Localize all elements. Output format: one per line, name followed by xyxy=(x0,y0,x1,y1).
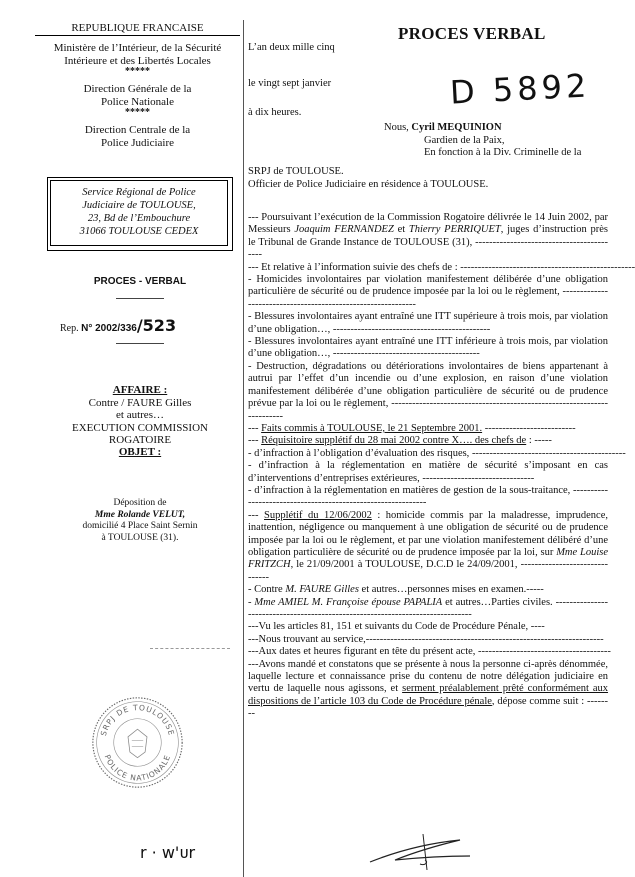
civil-party-name: Mme AMIEL M. Françoise épouse PAPALIA xyxy=(254,596,443,608)
divider-line xyxy=(116,343,164,344)
direction-centrale-line-1: Direction Centrale de la xyxy=(84,124,191,136)
service-line: Service Régional de Police xyxy=(82,187,196,198)
rep-handwritten-number: /523 xyxy=(136,316,177,335)
objet-block xyxy=(40,446,240,459)
column-divider xyxy=(243,20,244,877)
suppletif-label: Supplétif du 12/06/2002 xyxy=(264,509,372,521)
charge-item: - Blessures involontaires ayant entraîné une ITT inférieure à trois mois, par violation d’une obligation…, ------------------------------------------ xyxy=(248,336,608,360)
service-line: ---Nous trouvant au service,-------------------------------------------------------------------- xyxy=(248,633,604,645)
date-line-year: L’an deux mille cinq xyxy=(248,42,335,53)
stars-separator: ***** xyxy=(125,107,150,118)
date-line-hour: à dix heures. xyxy=(248,107,302,118)
document-title: PROCES VERBAL xyxy=(398,24,546,43)
deposition-block xyxy=(40,498,240,544)
relative-line: --- Et relative à l’information suivie des chefs de : -------------------------------------------------- xyxy=(248,261,635,273)
officer-role: En fonction à la Div. Criminelle de la xyxy=(424,147,582,158)
dates-line: ---Aux dates et heures figurant en tête du présent acte, -------------------------------------- xyxy=(248,646,611,658)
handwritten-initials: r · ᴡ'ᴜr xyxy=(140,843,196,862)
direction-centrale-line-2: Police Judiciaire xyxy=(100,136,174,149)
judge-name: Thierry PERRIQUET xyxy=(408,224,501,236)
direction-generale-line-2: Police Nationale xyxy=(100,95,174,108)
divider-line xyxy=(116,298,164,299)
nous-prefix: Nous, xyxy=(384,122,409,133)
officer-rank: Gardien de la Paix, xyxy=(424,134,505,146)
ministry-block xyxy=(35,42,240,149)
accused-name: M. FAURE Gilles xyxy=(285,584,359,596)
dashed-separator xyxy=(150,648,230,649)
officer-name: Cyril MEQUINION xyxy=(411,122,502,133)
handwritten-reference-number: D 5892 xyxy=(449,66,592,112)
officer-block xyxy=(384,122,620,160)
suppletif-paragraph: --- Supplétif du 12/06/2002 : homicide commis par la maladresse, imprudence, inattention, négligence ou manquement à une obligation de sécurité ou de prudence imposée par la loi ou le règlement, et par une violation manifestement délibéré d’une obligation particulière de sécurité ou de prudence imposée par la loi, sur Mme Louise FRITZCH, le 21/09/2001 à TOULOUSE, D.C.D le 24/09/2001, ------------------------------- xyxy=(248,509,608,583)
charge-item: - Destruction, dégradations ou détériorations involontaires de biens appartenant à autrui par l’effet d’un incendie ou d’une explosion, en raison d’une violation manifestement délibérée d’une obligation particulière de sécurité ou de prudence prévue par la loi ou le règlement, ------------------------------------------------------------------------ xyxy=(248,360,608,422)
service-address-box xyxy=(50,180,228,246)
opj-line: Officier de Police Judiciaire en résidence à TOULOUSE. xyxy=(248,178,489,190)
deposition-city: à TOULOUSE (31). xyxy=(101,532,179,543)
service-line: Judiciaire de TOULOUSE, xyxy=(82,200,196,211)
pv-label: PROCES - VERBAL xyxy=(93,276,187,287)
seal-top-text: SRPJ DE TOULOUSE xyxy=(98,703,177,737)
parties-civiles-line: - Mme AMIEL M. Françoise épouse PAPALIA et autres…Parties civiles. ------------------------------------------------------------------------------- xyxy=(248,596,609,620)
infraction-item: - d’infraction à l’obligation d’évaluation des risques, -------------------------------------------- xyxy=(248,447,626,459)
charge-item: - Blessures involontaires ayant entraîné une ITT supérieure à trois mois, par violation d’une obligation…, --------------------------------------------- xyxy=(248,311,608,335)
seal-bottom-text: POLICE NATIONALE xyxy=(102,753,173,783)
ministry-line-1: Ministère de l’Intérieur, de la Sécurité xyxy=(53,42,222,54)
document-body xyxy=(248,208,635,721)
requisitoire-text: Réquisitoire supplétif du 28 mai 2002 contre X…. des chefs de xyxy=(261,435,527,447)
deposition-address: domicilié 4 Place Saint Sernin xyxy=(82,521,198,531)
victim-name: Mme Louise FRITZCH xyxy=(248,546,608,571)
police-seal-icon xyxy=(90,695,185,790)
serment-text: serment préalablement prêté conformément aux dispositions de l’article 103 du Code de Procédure pénale xyxy=(248,683,609,707)
commission-paragraph: --- Poursuivant l’exécution de la Commission Rogatoire délivrée le 14 Juin 2002, par Messieurs Joaquim FERNANDEZ et Thierry PERRIQUET, juges d’instruction près le Tribunal de Grande Instance de TOULOUSE (31), ------------------------------------------ xyxy=(248,212,608,261)
contre-line: - Contre M. FAURE Gilles et autres…personnes mises en examen.----- xyxy=(248,584,544,596)
deposition-line: Déposition de xyxy=(113,498,167,508)
republique-header: REPUBLIQUE FRANCAISE xyxy=(35,22,240,36)
faits-text: Faits commis à TOULOUSE, le 21 Septembre 2001. xyxy=(261,422,483,434)
date-line-day: le vingt sept janvier xyxy=(248,78,332,89)
affaire-line: EXECUTION COMMISSION xyxy=(72,421,208,434)
deposition-paragraph: ---Avons mandé et constatons que se présente à nous la personne ci-après dénommée, laquelle lecture et connaissance prise du contenu de notre délégation judiciaire en vertu de laquelle nous agissons, et serment préalablement prêté conformément aux dispositions de l’article 103 du Code de Procédure pénale, dépose comme suit : -------- xyxy=(248,658,609,720)
rep-prefix: Rep. xyxy=(60,323,79,334)
affaire-line: Contre / FAURE Gilles xyxy=(88,396,192,409)
service-box-outer-border xyxy=(47,177,233,251)
rep-number: N° 2002/336 xyxy=(81,323,137,334)
deposition-name: Mme Rolande VELUT, xyxy=(94,509,186,520)
articles-line: ---Vu les articles 81, 151 et suivants du Code de Procédure Pénale, ---- xyxy=(248,621,545,633)
service-line: 23, Bd de l’Embouchure xyxy=(87,213,191,224)
infraction-item: - d’infraction à la réglementation en matière de sécurité s’imposant en cas d’interventions d’entreprises extérieures, -------------------------------- xyxy=(248,460,608,484)
svg-text:SRPJ DE TOULOUSE xyxy=(99,703,176,737)
srpj-block xyxy=(248,166,620,191)
judge-name: Joaquim FERNANDEZ xyxy=(294,224,394,236)
requisitoire-line: --- Réquisitoire supplétif du 28 mai 2002 contre X…. des chefs de : ----- xyxy=(248,435,552,447)
signature-icon xyxy=(365,832,475,872)
objet-heading: OBJET : xyxy=(118,446,162,458)
rep-number-line xyxy=(60,316,250,335)
affaire-heading: AFFAIRE : xyxy=(112,384,168,396)
direction-generale-line-1: Direction Générale de la xyxy=(83,83,192,95)
affaire-line: et autres… xyxy=(116,409,164,421)
srpj-line: SRPJ de TOULOUSE. xyxy=(248,166,344,177)
infraction-item: - d’infraction à la réglementation en matières de gestion de la sous-traitance, ------------------------------------------------------------- xyxy=(248,484,608,509)
charge-item: - Homicides involontaires par violation manifestement délibérée d’une obligation particulière de sécurité ou de prudence imposée par la loi ou le règlement, ------------------------------------------------------------- xyxy=(248,274,608,310)
affaire-block xyxy=(40,384,240,447)
service-line: 31066 TOULOUSE CEDEX xyxy=(79,226,199,237)
ministry-line-2: Intérieure et des Libertés Locales xyxy=(64,54,211,67)
stars-separator: ***** xyxy=(125,66,150,77)
affaire-line: ROGATOIRE xyxy=(108,434,172,446)
faits-line: --- Faits commis à TOULOUSE, le 21 Septembre 2001. -------------------------- xyxy=(248,422,576,434)
